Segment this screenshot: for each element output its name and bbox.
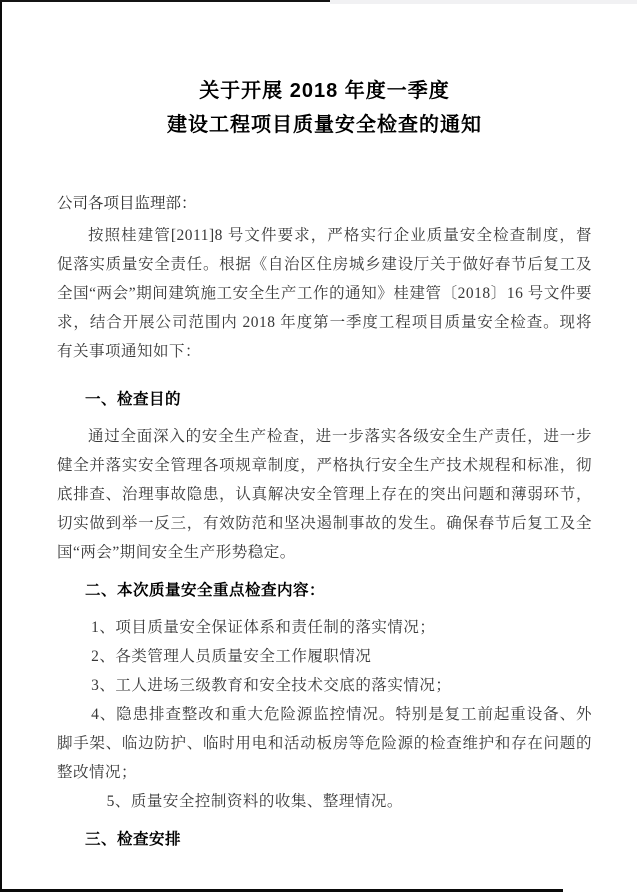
section-3-heading: 三、检查安排 [85, 831, 182, 848]
list-item-1: 1、项目质量安全保证体系和责任制的落实情况； [91, 619, 436, 636]
document-title [57, 74, 592, 142]
document-title-line-2: 建设工程项目质量安全检查的通知 [167, 114, 482, 136]
document-content [57, 0, 592, 852]
section-1-heading: 一、检查目的 [85, 391, 182, 408]
section-2-heading: 二、本次质量安全重点检查内容： [85, 582, 326, 599]
scan-edge-left [0, 0, 2, 892]
section-2-item-list [57, 613, 592, 816]
list-item-3: 3、工人进场三级教育和安全技术交底的落实情况； [91, 677, 452, 694]
document-title-line-1: 关于开展 2018 年度一季度 [199, 80, 450, 102]
section-1-paragraph: 通过全面深入的安全生产检查，进一步落实各级安全生产责任，进一步健全并落实安全管理各项规章制度，严格执行安全生产技术规程和标准，彻底排查、治理事故隐患，认真解决安全管理上存在的突出问题和薄弱环节，切实做到举一反三，有效防范和坚决遏制事故的发生。确保春节后复工及全国“两会”期间安全生产形势稳定。 [57, 428, 592, 561]
list-item-2: 2、各类管理人员质量安全工作履职情况 [91, 648, 372, 665]
intro-paragraph: 按照桂建管[2011]8 号文件要求，严格实行企业质量安全检查制度，督促落实质量安全责任。根据《自治区住房城乡建设厅关于做好春节后复工及全国“两会”期间建筑施工安全生产工作的通知》桂建管〔2018〕16 号文件要求，结合开展公司范围内 2018 年度第一季度工程项目质量安全检查。现将有关事项通知如下： [57, 227, 592, 360]
list-item-4: 4、隐患排查整改和重大危险源监控情况。特别是复工前起重设备、外脚手架、临边防护、临时用电和活动板房等危险源的检查维护和存在问题的整改情况； [57, 706, 592, 781]
list-item-5: 5、质量安全控制资料的收集、整理情况。 [106, 793, 403, 810]
salutation: 公司各项目监理部： [57, 195, 197, 212]
